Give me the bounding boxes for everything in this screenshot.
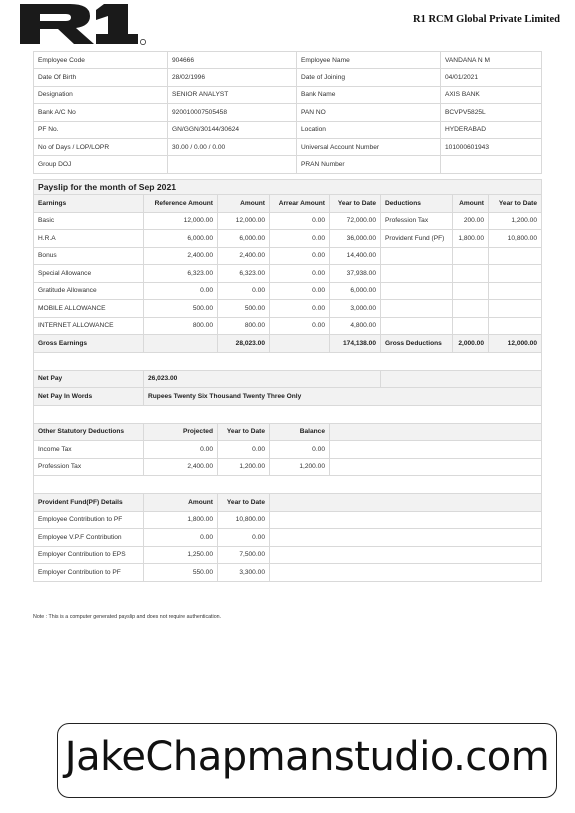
column-header: Amount bbox=[144, 494, 218, 512]
pf-row bbox=[34, 564, 542, 582]
amount-cell: 0.00 bbox=[270, 212, 330, 230]
pf-row bbox=[34, 546, 542, 564]
amount-cell bbox=[489, 317, 542, 335]
gross-row bbox=[34, 335, 542, 353]
column-header: Year to Date bbox=[330, 195, 381, 213]
net-pay-row bbox=[34, 370, 542, 388]
amount-cell: 12,000.00 bbox=[144, 212, 218, 230]
gross-earnings-amount: 28,023.00 bbox=[218, 335, 270, 353]
column-header: Year to Date bbox=[218, 494, 270, 512]
note-text: Note : This is a computer generated payslip and does not require authentication. bbox=[33, 614, 222, 620]
amount-cell: 12,000.00 bbox=[218, 212, 270, 230]
amount-cell: 4,800.00 bbox=[330, 317, 381, 335]
amount-cell: 3,000.00 bbox=[330, 300, 381, 318]
amount-cell: 0.00 bbox=[218, 529, 270, 547]
column-header: Provident Fund(PF) Details bbox=[34, 494, 144, 512]
info-value: VANDANA N M bbox=[441, 52, 542, 69]
net-pay-label: Net Pay bbox=[34, 370, 144, 388]
statutory-header-row bbox=[34, 423, 542, 441]
payslip-table bbox=[33, 179, 542, 582]
filler bbox=[270, 494, 542, 512]
info-label: No of Days / LOP/LOPR bbox=[34, 138, 168, 155]
payslip-title: Payslip for the month of Sep 2021 bbox=[34, 180, 542, 195]
info-label: PF No. bbox=[34, 121, 168, 138]
amount-cell: 800.00 bbox=[218, 317, 270, 335]
deduction-label bbox=[381, 282, 453, 300]
amount-cell: 500.00 bbox=[218, 300, 270, 318]
net-words-row bbox=[34, 388, 542, 406]
amount-cell: 500.00 bbox=[144, 300, 218, 318]
pf-row bbox=[34, 511, 542, 529]
column-header: Amount bbox=[218, 195, 270, 213]
info-label: PAN NO bbox=[297, 104, 441, 121]
earning-label: Gratitude Allowance bbox=[34, 282, 144, 300]
amount-cell: 36,000.00 bbox=[330, 230, 381, 248]
info-row bbox=[34, 138, 542, 155]
column-header: Balance bbox=[270, 423, 330, 441]
filler bbox=[330, 423, 542, 441]
deduction-label bbox=[381, 300, 453, 318]
info-value: 904666 bbox=[168, 52, 297, 69]
amount-cell: 0.00 bbox=[144, 282, 218, 300]
pf-row bbox=[34, 529, 542, 547]
deduction-label bbox=[381, 265, 453, 283]
amount-cell: 0.00 bbox=[144, 529, 218, 547]
earnings-header-row bbox=[34, 195, 542, 213]
info-label: Location bbox=[297, 121, 441, 138]
deduction-label: Provident Fund (PF) bbox=[381, 230, 453, 248]
r1-logo bbox=[18, 2, 148, 46]
filler bbox=[270, 564, 542, 582]
amount-cell: 37,938.00 bbox=[330, 265, 381, 283]
pf-label: Employer Contribution to PF bbox=[34, 564, 144, 582]
pf-label: Employer Contribution to EPS bbox=[34, 546, 144, 564]
net-words-value: Rupees Twenty Six Thousand Twenty Three Only bbox=[144, 388, 542, 406]
amount-cell: 2,400.00 bbox=[218, 247, 270, 265]
column-header: Year to Date bbox=[218, 423, 270, 441]
statutory-row bbox=[34, 458, 542, 476]
amount-cell: 6,000.00 bbox=[144, 230, 218, 248]
amount-cell: 0.00 bbox=[218, 282, 270, 300]
gross-deductions-amount: 2,000.00 bbox=[453, 335, 489, 353]
amount-cell: 6,323.00 bbox=[218, 265, 270, 283]
amount-cell bbox=[453, 282, 489, 300]
amount-cell: 10,800.00 bbox=[489, 230, 542, 248]
amount-cell: 0.00 bbox=[218, 441, 270, 459]
amount-cell: 2,400.00 bbox=[144, 247, 218, 265]
net-pay-value: 26,023.00 bbox=[144, 370, 381, 388]
earnings-row bbox=[34, 247, 542, 265]
info-value bbox=[441, 156, 542, 173]
amount-cell bbox=[453, 265, 489, 283]
info-value: SENIOR ANALYST bbox=[168, 86, 297, 103]
column-header: Amount bbox=[453, 195, 489, 213]
info-value: 28/02/1996 bbox=[168, 69, 297, 86]
info-label: Employee Name bbox=[297, 52, 441, 69]
info-value: 101000601943 bbox=[441, 138, 542, 155]
amount-cell: 1,200.00 bbox=[489, 212, 542, 230]
amount-cell bbox=[453, 300, 489, 318]
amount-cell: 14,400.00 bbox=[330, 247, 381, 265]
amount-cell: 1,800.00 bbox=[453, 230, 489, 248]
filler bbox=[270, 511, 542, 529]
info-label: Universal Account Number bbox=[297, 138, 441, 155]
earnings-row bbox=[34, 265, 542, 283]
gross-deductions-label: Gross Deductions bbox=[381, 335, 453, 353]
info-label: Date of Joining bbox=[297, 69, 441, 86]
watermark-box bbox=[57, 723, 557, 798]
amount-cell: 0.00 bbox=[270, 247, 330, 265]
company-name: R1 RCM Global Private Limited bbox=[413, 14, 560, 25]
earnings-row bbox=[34, 230, 542, 248]
amount-cell: 0.00 bbox=[270, 441, 330, 459]
statutory-row bbox=[34, 441, 542, 459]
earning-label: Special Allowance bbox=[34, 265, 144, 283]
amount-cell: 1,200.00 bbox=[270, 458, 330, 476]
amount-cell: 1,800.00 bbox=[144, 511, 218, 529]
info-label: Date Of Birth bbox=[34, 69, 168, 86]
amount-cell: 0.00 bbox=[270, 317, 330, 335]
amount-cell: 72,000.00 bbox=[330, 212, 381, 230]
amount-cell: 0.00 bbox=[270, 300, 330, 318]
amount-cell: 0.00 bbox=[144, 441, 218, 459]
amount-cell: 6,000.00 bbox=[330, 282, 381, 300]
watermark-text: JakeChapmanstudio.com bbox=[64, 734, 550, 780]
amount-cell: 0.00 bbox=[270, 265, 330, 283]
amount-cell bbox=[489, 282, 542, 300]
deduction-label bbox=[381, 247, 453, 265]
amount-cell: 550.00 bbox=[144, 564, 218, 582]
column-header: Year to Date bbox=[489, 195, 542, 213]
earning-label: H.R.A bbox=[34, 230, 144, 248]
info-value: GN/GGN/30144/30624 bbox=[168, 121, 297, 138]
amount-cell: 10,800.00 bbox=[218, 511, 270, 529]
info-value: BCVPV5825L bbox=[441, 104, 542, 121]
amount-cell: 1,250.00 bbox=[144, 546, 218, 564]
column-header: Deductions bbox=[381, 195, 453, 213]
amount-cell: 7,500.00 bbox=[218, 546, 270, 564]
column-header: Arrear Amount bbox=[270, 195, 330, 213]
info-row bbox=[34, 69, 542, 86]
earning-label: MOBILE ALLOWANCE bbox=[34, 300, 144, 318]
employee-info-table bbox=[33, 51, 542, 174]
info-row bbox=[34, 52, 542, 69]
filler bbox=[270, 529, 542, 547]
column-header: Other Statutory Deductions bbox=[34, 423, 144, 441]
info-label: Designation bbox=[34, 86, 168, 103]
earnings-row bbox=[34, 317, 542, 335]
gross-deductions-ytd: 12,000.00 bbox=[489, 335, 542, 353]
amount-cell bbox=[489, 300, 542, 318]
amount-cell bbox=[489, 265, 542, 283]
gross-earnings-label: Gross Earnings bbox=[34, 335, 144, 353]
info-label: Bank A/C No bbox=[34, 104, 168, 121]
amount-cell bbox=[489, 247, 542, 265]
amount-cell: 3,300.00 bbox=[218, 564, 270, 582]
amount-cell: 6,000.00 bbox=[218, 230, 270, 248]
info-row bbox=[34, 121, 542, 138]
earnings-row bbox=[34, 212, 542, 230]
pf-label: Employee V.P.F Contribution bbox=[34, 529, 144, 547]
filler bbox=[330, 441, 542, 459]
info-label: PRAN Number bbox=[297, 156, 441, 173]
info-row bbox=[34, 104, 542, 121]
column-header: Earnings bbox=[34, 195, 144, 213]
info-row bbox=[34, 156, 542, 173]
earning-label: INTERNET ALLOWANCE bbox=[34, 317, 144, 335]
statutory-label: Profession Tax bbox=[34, 458, 144, 476]
earning-label: Bonus bbox=[34, 247, 144, 265]
amount-cell: 0.00 bbox=[270, 282, 330, 300]
amount-cell: 0.00 bbox=[270, 230, 330, 248]
amount-cell: 6,323.00 bbox=[144, 265, 218, 283]
deduction-label bbox=[381, 317, 453, 335]
info-value: HYDERABAD bbox=[441, 121, 542, 138]
info-label: Employee Code bbox=[34, 52, 168, 69]
filler bbox=[270, 546, 542, 564]
amount-cell bbox=[453, 247, 489, 265]
amount-cell: 2,400.00 bbox=[144, 458, 218, 476]
info-value: 04/01/2021 bbox=[441, 69, 542, 86]
info-label: Bank Name bbox=[297, 86, 441, 103]
deduction-label: Profession Tax bbox=[381, 212, 453, 230]
amount-cell: 1,200.00 bbox=[218, 458, 270, 476]
pf-header-row bbox=[34, 494, 542, 512]
info-value bbox=[168, 156, 297, 173]
earning-label: Basic bbox=[34, 212, 144, 230]
statutory-label: Income Tax bbox=[34, 441, 144, 459]
net-words-label: Net Pay In Words bbox=[34, 388, 144, 406]
info-label: Group DOJ bbox=[34, 156, 168, 173]
info-value: 30.00 / 0.00 / 0.00 bbox=[168, 138, 297, 155]
column-header: Reference Amount bbox=[144, 195, 218, 213]
column-header: Projected bbox=[144, 423, 218, 441]
amount-cell: 800.00 bbox=[144, 317, 218, 335]
earnings-row bbox=[34, 300, 542, 318]
gross-earnings-ytd: 174,138.00 bbox=[330, 335, 381, 353]
amount-cell bbox=[453, 317, 489, 335]
info-value: 920010007505458 bbox=[168, 104, 297, 121]
pf-label: Employee Contribution to PF bbox=[34, 511, 144, 529]
filler bbox=[330, 458, 542, 476]
amount-cell: 200.00 bbox=[453, 212, 489, 230]
info-row bbox=[34, 86, 542, 103]
info-value: AXIS BANK bbox=[441, 86, 542, 103]
earnings-row bbox=[34, 282, 542, 300]
